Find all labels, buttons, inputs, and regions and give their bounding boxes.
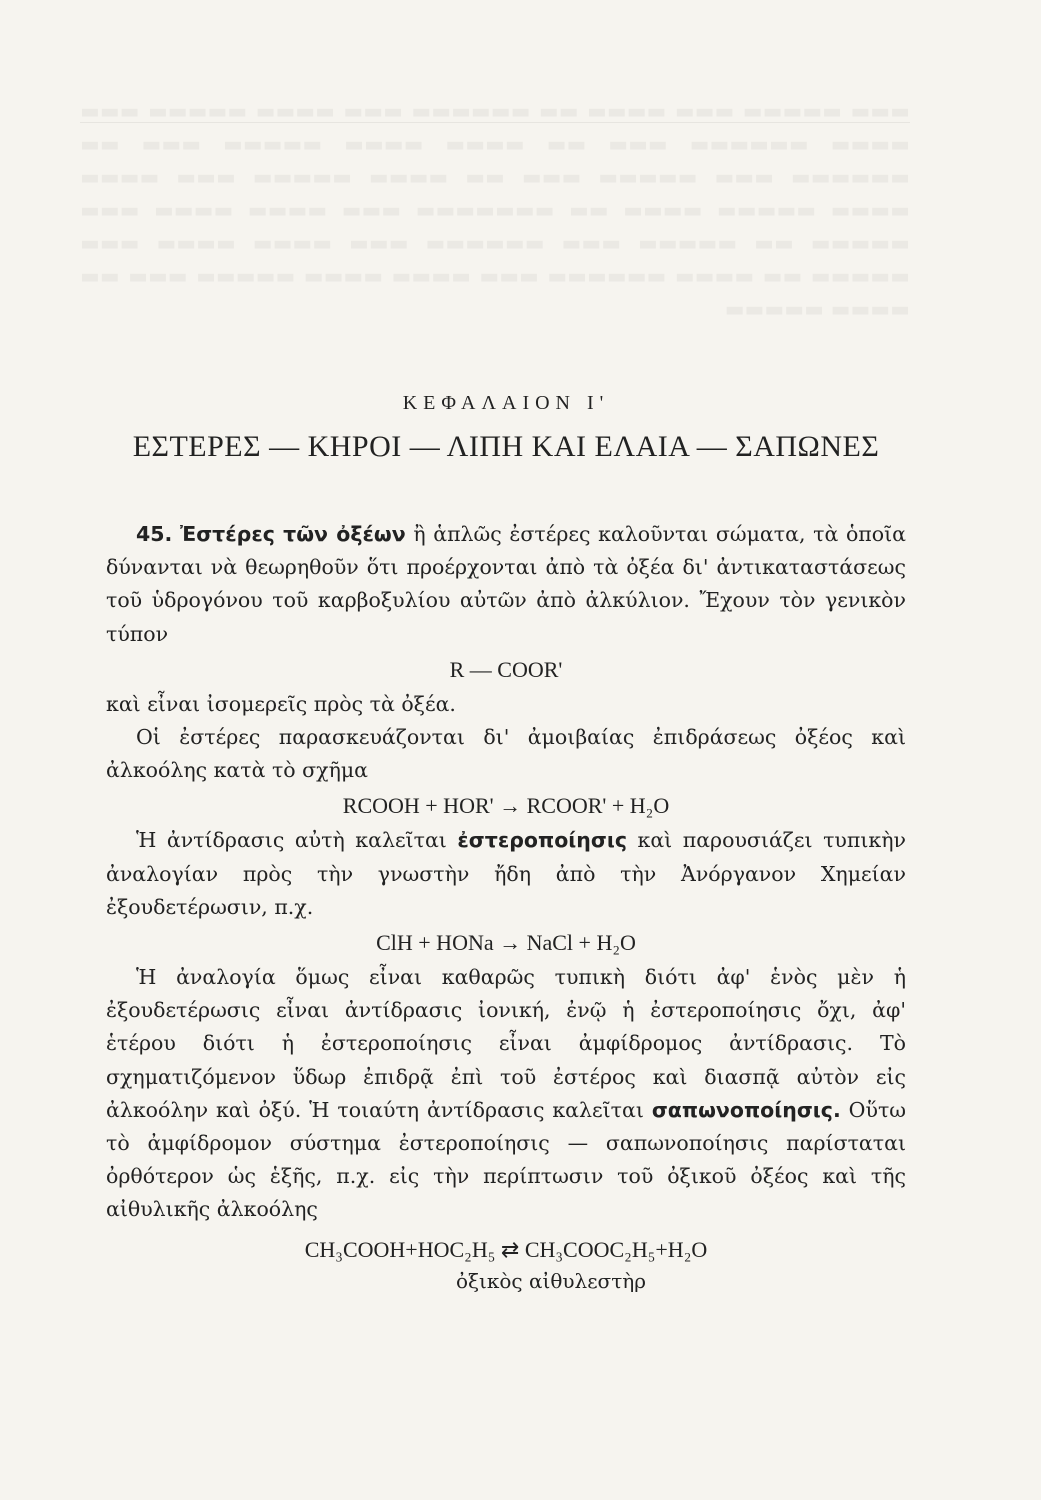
- paragraph-esterification: [106, 824, 906, 924]
- section-number: 45.: [136, 522, 173, 546]
- paragraph-definition: [106, 518, 906, 651]
- neutralization-equation: ClH + HONa → NaCl + H₂O: [376, 930, 636, 956]
- chapter-label: ΚΕΦΑΛΑΙΟΝ Ι': [402, 392, 610, 414]
- esterification-equation: RCOOH + HOR' → RCOOR' + H₂O: [342, 793, 670, 819]
- term-saponification: σαπωνοποίησις.: [651, 1097, 841, 1122]
- ethyl-acetate-caption: ὀξικὸς αἰθυλεστὴρ: [455, 1268, 647, 1293]
- chapter-title: ΕΣΤΕΡΕΣ — ΚΗΡΟΙ — ΛΙΠΗ ΚΑΙ ΕΛΑΙΑ — ΣΑΠΩΝΕΣ: [132, 430, 880, 463]
- bleed-through-shadow: [80, 95, 910, 326]
- ethyl-acetate-equation: CH₃COOH+HOC₂H₅ ⇄ CH₃COOC₂H₅+H₂O: [304, 1236, 708, 1262]
- paragraph-preparation: Οἱ ἐστέρες παρασκευάζονται δι' ἀμοιβαίας ἐπιδράσεως ὀξέος καὶ ἀλκοόλης κατὰ τὸ σχῆμα: [106, 725, 906, 783]
- section-heading: Ἐστέρες τῶν ὀξέων: [179, 522, 406, 546]
- paragraph-definition-text: ἢ ἁπλῶς ἐστέρες καλοῦνται σώματα, τὰ ὁποῖα δύνανται νὰ θεωρηθοῦν ὅτι προέρχονται ἀπὸ τὰ ὀξέα δι' ἀντικαταστάσεως τοῦ ὑδρογόνου τοῦ καρβοξυλίου αὐτῶν ἀπὸ ἀλκύλιον. Ἔχουν τὸν γενικὸν τύπον: [106, 522, 906, 646]
- general-formula: R — COOR': [449, 656, 563, 682]
- paragraph-saponification-pre: Ἡ ἀναλογία ὅμως εἶναι καθαρῶς τυπικὴ διότι ἀφ' ἑνὸς μὲν ἡ ἐξουδετέρωσις εἶναι ἀντίδρασις ἰονική, ἐνῷ ἡ ἐστεροποίησις ὄχι, ἀφ' ἑτέρου διότι ἡ ἐστεροποίησις εἶναι ἀμφίδρομος ἀντίδρασις. Τὸ σχηματιζόμενον ὕδωρ ἐπιδρᾷ ἐπὶ τοῦ ἐστέρος καὶ διασπᾷ αὐτὸν εἰς ἀλκοόλην καὶ ὀξύ. Ἡ τοιαύτη ἀντίδρασις καλεῖται: [106, 965, 906, 1122]
- term-esterification: ἐστεροποίησις: [457, 828, 627, 853]
- paragraph-saponification: [106, 961, 906, 1227]
- chapter-body: [106, 518, 906, 1295]
- paragraph-esterification-post: καὶ παρουσιάζει τυπικὴν ἀναλογίαν πρὸς τὴν γνωστὴν ἤδη ἀπὸ τὴν Ἀνόργανον Χημείαν ἐξουδετέρωσιν, π.χ.: [106, 828, 906, 919]
- paragraph-saponification-post: Οὕτω τὸ ἀμφίδρομον σύστημα ἐστεροποίησις — σαπωνοποίησις παρίσταται ὀρθότερον ὡς ἑξῆς, π.χ. εἰς τὴν περίπτωσιν τοῦ ὀξικοῦ ὀξέος καὶ τῆς αἰθυλικῆς ἀλκοόλης: [106, 1097, 906, 1222]
- bleed-through-rule: [80, 122, 910, 123]
- paragraph-esterification-pre: Ἡ ἀντίδρασις αὐτὴ καλεῖται: [136, 828, 447, 853]
- paragraph-isomers: καὶ εἶναι ἰσομερεῖς πρὸς τὰ ὀξέα.: [106, 691, 456, 716]
